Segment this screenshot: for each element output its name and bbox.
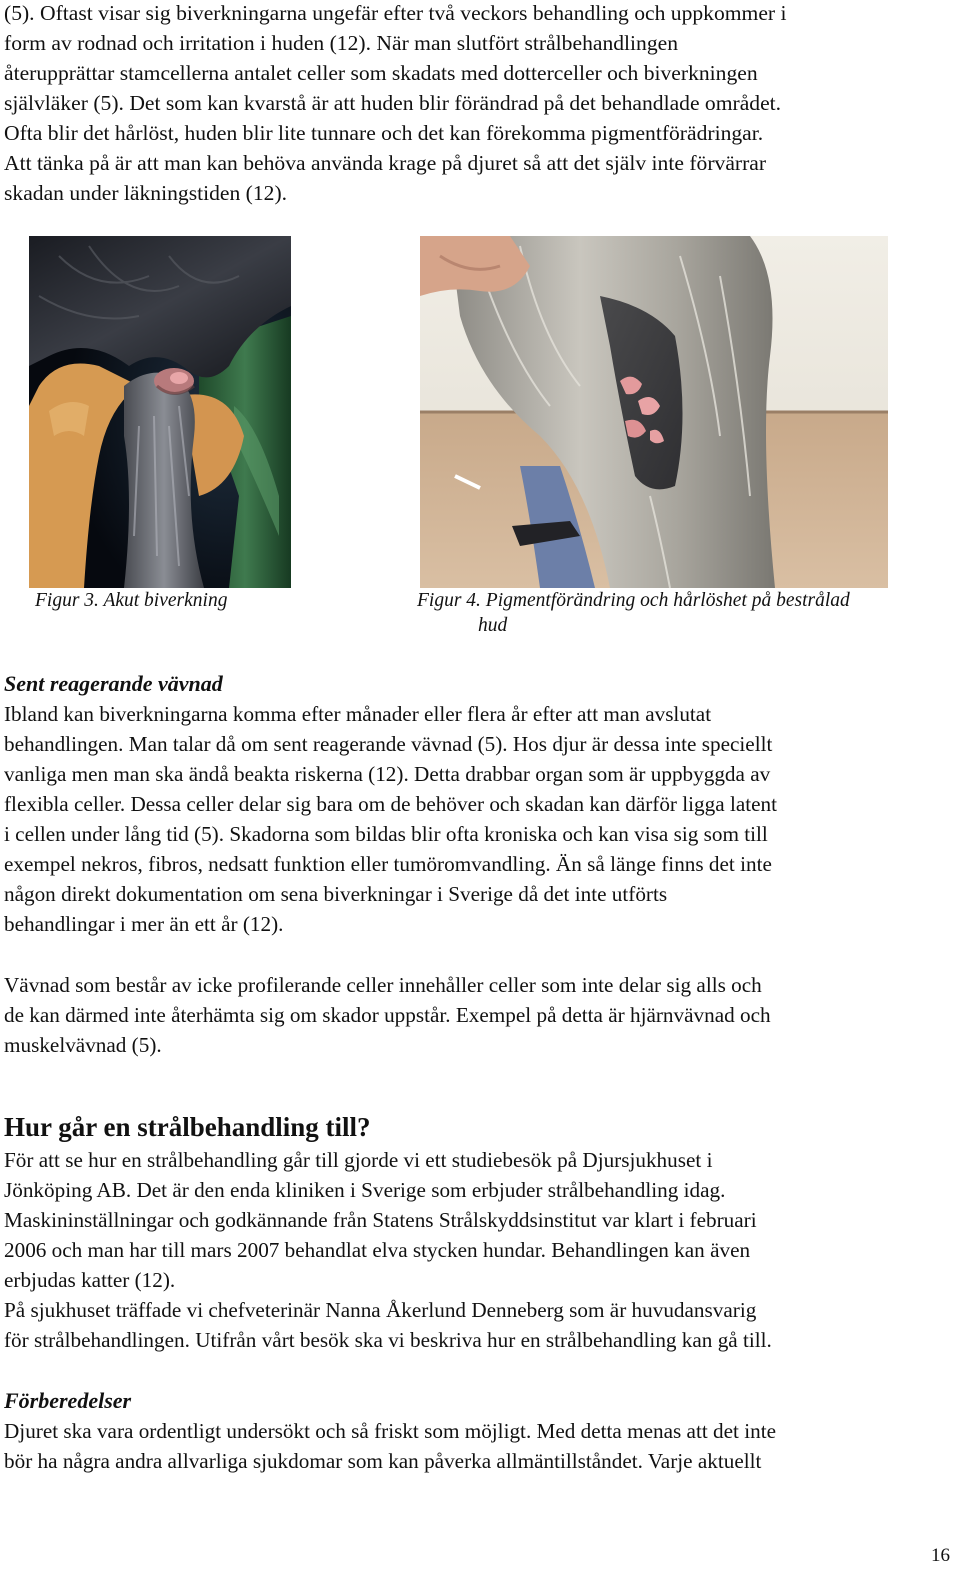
text-line: Djuret ska vara ordentligt undersökt och så friskt som möjligt. Med detta menas att det inte (4, 1419, 776, 1443)
text-line: Vävnad som består av icke profilerande celler innehåller celler som inte delar sig alls och (4, 973, 762, 997)
figure-3-caption: Figur 3. Akut biverkning (35, 590, 228, 611)
text-line: 2006 och man har till mars 2007 behandlat elva stycken hundar. Behandlingen kan även (4, 1238, 751, 1262)
text-line: Maskininställningar och godkännande från Statens Strålskyddsinstitut var klart i februari (4, 1208, 757, 1232)
text-line: muskelvävnad (5). (4, 1033, 162, 1057)
text-line: återupprättar stamcellerna antalet celler som skadats med dotterceller och biverkningen (4, 61, 758, 85)
text-line: erbjudas katter (12). (4, 1268, 176, 1292)
text-line: i cellen under lång tid (5). Skadorna som bildas blir ofta kroniska och kan visa sig som till (4, 822, 768, 846)
procedure-paragraph-2 (4, 1295, 952, 1355)
text-line: flexibla celler. Dessa celler delar sig bara om de behöver och skadan kan därför ligga latent (4, 792, 778, 816)
text-line: vanliga men man ska ändå beakta riskerna (12). Detta drabbar organ som är uppbyggda av (4, 762, 771, 786)
figure-3-illustration (29, 236, 291, 588)
text-line: För att se hur en strålbehandling går till gjorde vi ett studiebesök på Djursjukhuset i (4, 1148, 713, 1172)
procedure-paragraph-1 (4, 1145, 952, 1295)
text-line: de kan därmed inte återhämta sig om skador uppstår. Exempel på detta är hjärnvävnad och (4, 1003, 771, 1027)
intro-paragraph (4, 0, 952, 208)
section-heading-procedure: Hur går en strålbehandling till? (4, 1112, 371, 1142)
text-line: bör ha några andra allvarliga sjukdomar som kan påverka allmäntillståndet. Varje aktuellt (4, 1449, 762, 1473)
text-line: Att tänka på är att man kan behöva använda krage på djuret så att det själv inte förvärrar (4, 151, 767, 175)
figure-4-caption: Figur 4. Pigmentförändring och hårlöshet på bestrålad (417, 590, 850, 611)
figure-4-illustration (420, 236, 888, 588)
text-line: (5). Oftast visar sig biverkningarna ungefär efter två veckors behandling och uppkommer i (4, 1, 787, 25)
text-line: för strålbehandlingen. Utifrån vårt besök ska vi beskriva hur en strålbehandling kan gå till. (4, 1328, 772, 1352)
section-heading-preparations: Förberedelser (4, 1388, 132, 1413)
text-line: Ofta blir det hårlöst, huden blir lite tunnare och det kan förekomma pigmentförädringar. (4, 121, 764, 145)
preparations-paragraph (4, 1416, 952, 1476)
page-number: 16 (931, 1545, 950, 1566)
text-line: självläker (5). Det som kan kvarstå är att huden blir förändrad på det behandlade området. (4, 91, 782, 115)
text-line: Ibland kan biverkningarna komma efter månader eller flera år efter att man avslutat (4, 702, 712, 726)
late-tissue-paragraph-2 (4, 970, 952, 1060)
figure-4-caption-continued: hud (478, 615, 508, 636)
text-line: någon direkt dokumentation om sena biverkningar i Sverige då det inte utförts (4, 882, 668, 906)
text-line: behandlingar i mer än ett år (12). (4, 912, 284, 936)
figure-3-photo (29, 236, 291, 588)
text-line: exempel nekros, fibros, nedsatt funktion eller tumöromvandling. Än så länge finns det inte (4, 852, 772, 876)
section-heading-late-tissue: Sent reagerande vävnad (4, 671, 223, 696)
text-line: behandlingen. Man talar då om sent reagerande vävnad (5). Hos djur är dessa inte speciellt (4, 732, 773, 756)
figure-4-photo (420, 236, 888, 588)
text-line: På sjukhuset träffade vi chefveterinär Nanna Åkerlund Denneberg som är huvudansvarig (4, 1298, 757, 1322)
late-tissue-paragraph-1 (4, 699, 952, 939)
text-line: skadan under läkningstiden (12). (4, 181, 288, 205)
text-line: form av rodnad och irritation i huden (12). När man slutfört strålbehandlingen (4, 31, 679, 55)
text-line: Jönköping AB. Det är den enda kliniken i Sverige som erbjuder strålbehandling idag. (4, 1178, 726, 1202)
